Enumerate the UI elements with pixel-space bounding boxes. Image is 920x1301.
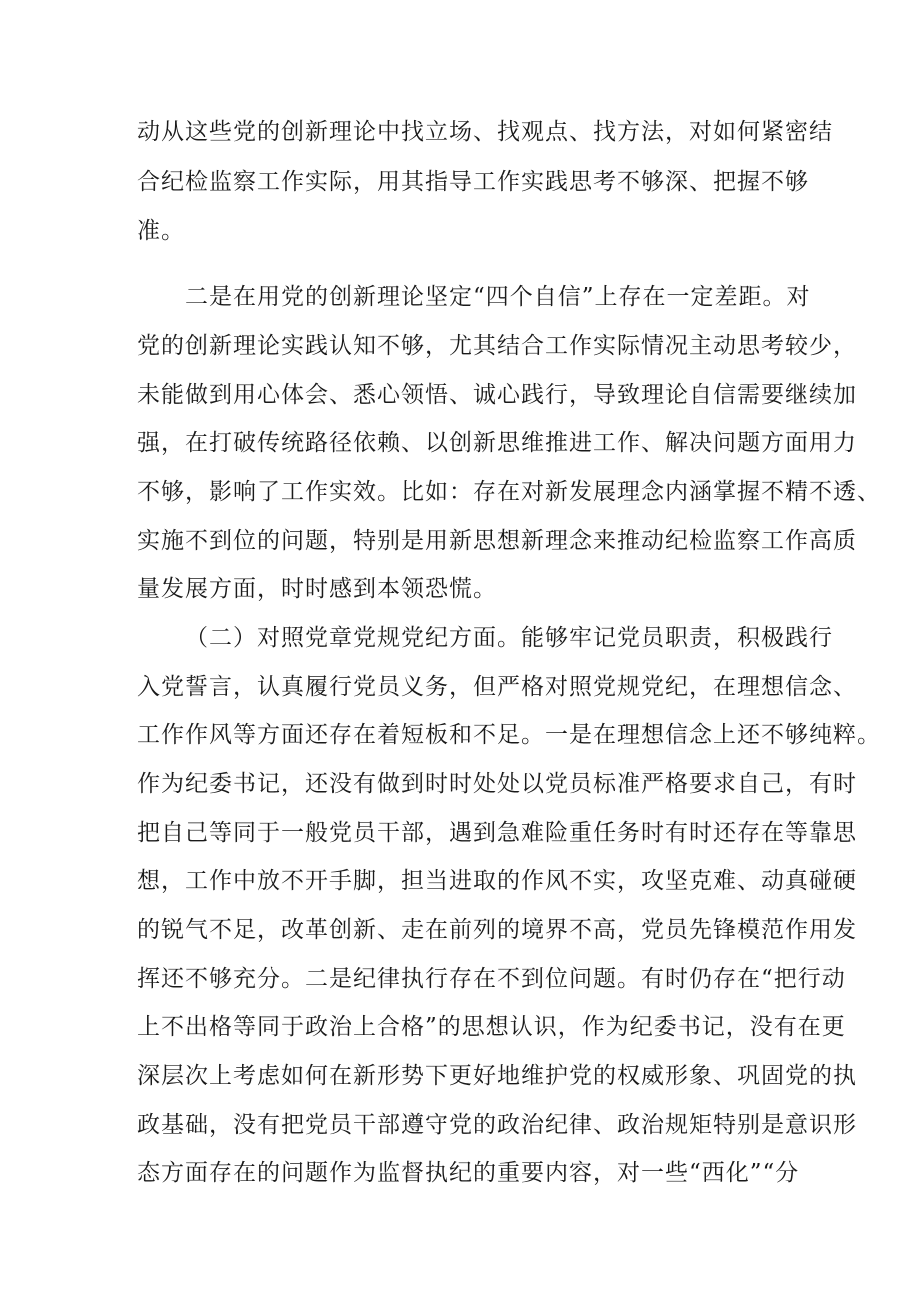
text-line: 态方面存在的问题作为监督执纪的重要内容，对一些“西化”“分 <box>137 1160 800 1186</box>
text-line: 的锐气不足，改革创新、走在前列的境界不高，党员先锋模范作用发 <box>137 917 857 943</box>
text-line: 二是在用党的创新理论坚定“四个自信”上存在一定差距。对 <box>185 284 811 310</box>
text-line: 入党誓言，认真履行党员义务，但严格对照党规党纪，在理想信念、 <box>137 674 857 700</box>
text-line: 作为纪委书记，还没有做到时时处处以党员标准严格要求自己，有时 <box>137 771 857 797</box>
text-line: 准。 <box>137 218 185 244</box>
text-line: 政基础，没有把党员干部遵守党的政治纪律、政治规矩特别是意识形 <box>137 1112 857 1138</box>
text-line: 合纪检监察工作实际，用其指导工作实践思考不够深、把握不够 <box>137 169 809 195</box>
text-line: 动从这些党的创新理论中找立场、找观点、找方法，对如何紧密结 <box>137 119 833 145</box>
text-line: 不够，影响了工作实效。比如：存在对新发展理念内涵掌握不精不透、 <box>137 479 881 505</box>
text-line: 强，在打破传统路径依赖、以创新思维推进工作、解决问题方面用力 <box>137 430 857 456</box>
text-line: 未能做到用心体会、悉心领悟、诚心践行，导致理论自信需要继续加 <box>137 382 857 408</box>
text-line: 想，工作中放不开手脚，担当进取的作风不实，攻坚克难、动真碰硬 <box>137 868 857 894</box>
text-line: 工作作风等方面还存在着短板和不足。一是在理想信念上还不够纯粹。 <box>137 722 881 748</box>
text-line: 量发展方面，时时感到本领恐慌。 <box>137 576 497 602</box>
text-line: 上不出格等同于政治上合格”的思想认识，作为纪委书记，没有在更 <box>137 1014 846 1040</box>
text-line: 挥还不够充分。二是纪律执行存在不到位问题。有时仍存在“把行动 <box>137 966 846 992</box>
text-line: 党的创新理论实践认知不够，尤其结合工作实际情况主动思考较少， <box>137 333 857 359</box>
text-line: 把自己等同于一般党员干部，遇到急难险重任务时有时还存在等靠思 <box>137 820 857 846</box>
text-line: （二）对照党章党规党纪方面。能够牢记党员职责，积极践行 <box>185 625 833 651</box>
text-line: 实施不到位的问题，特别是用新思想新理念来推动纪检监察工作高质 <box>137 528 857 554</box>
text-line: 深层次上考虑如何在新形势下更好地维护党的权威形象、巩固党的执 <box>137 1063 857 1089</box>
